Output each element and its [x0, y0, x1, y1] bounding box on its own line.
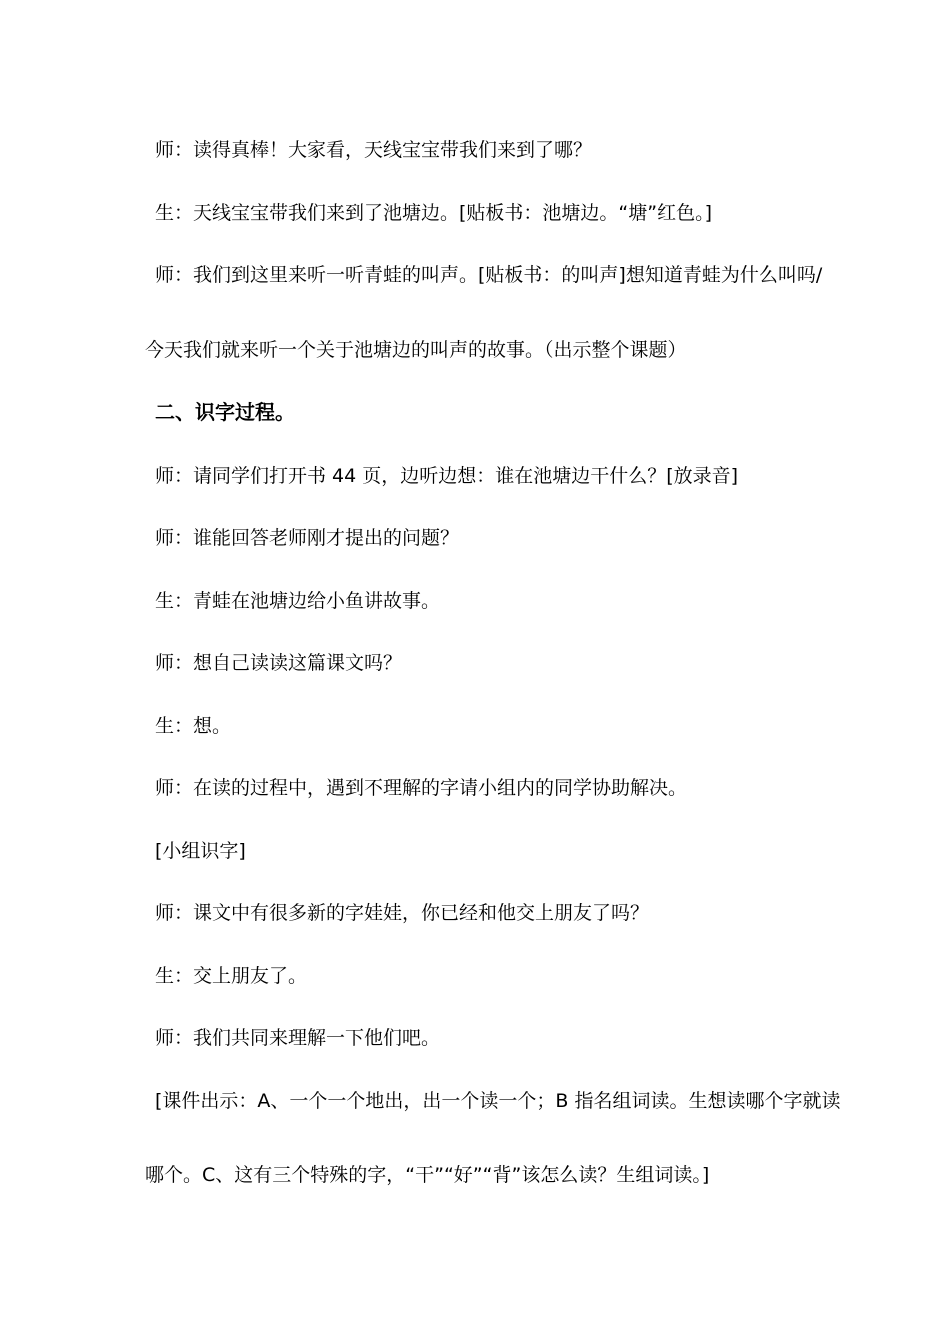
- dialogue-line: 生：想。: [155, 715, 232, 737]
- dialogue-line: 生：青蛙在池塘边给小鱼讲故事。: [155, 590, 441, 612]
- dialogue-line: 师：我们共同来理解一下他们吧。: [155, 1027, 441, 1049]
- dialogue-line: 师：读得真棒！大家看，天线宝宝带我们来到了哪？: [155, 139, 593, 161]
- dialogue-line: 师：想自己读读这篇课文吗？: [155, 652, 403, 674]
- dialogue-line: 师：谁能回答老师刚才提出的问题？: [155, 527, 460, 549]
- dialogue-line: 生：交上朋友了。: [155, 965, 308, 987]
- dialogue-line: 生：天线宝宝带我们来到了池塘边。[贴板书：池塘边。“塘”红色。]: [155, 202, 713, 224]
- stage-note-continuation: 哪个。C、这有三个特殊的字，“干”“好”“背”该怎么读？生组词读。]: [145, 1164, 710, 1186]
- section-heading: 二、识字过程。: [155, 400, 295, 424]
- dialogue-line: 师：请同学们打开书 44 页，边听边想：谁在池塘边干什么？[放录音]: [155, 465, 739, 487]
- stage-note: [课件出示：A、一个一个地出，出一个读一个；B 指名组词读。生想读哪个字就读: [155, 1090, 841, 1112]
- dialogue-line: 师：在读的过程中，遇到不理解的字请小组内的同学协助解决。: [155, 777, 688, 799]
- dialogue-line-continuation: 今天我们就来听一个关于池塘边的叫声的故事。（出示整个课题）: [145, 339, 687, 361]
- stage-note: [小组识字]: [155, 840, 246, 862]
- dialogue-line: 师：我们到这里来听一听青蛙的叫声。[贴板书：的叫声]想知道青蛙为什么叫吗/: [155, 264, 823, 286]
- dialogue-line: 师：课文中有很多新的字娃娃，你已经和他交上朋友了吗？: [155, 902, 650, 924]
